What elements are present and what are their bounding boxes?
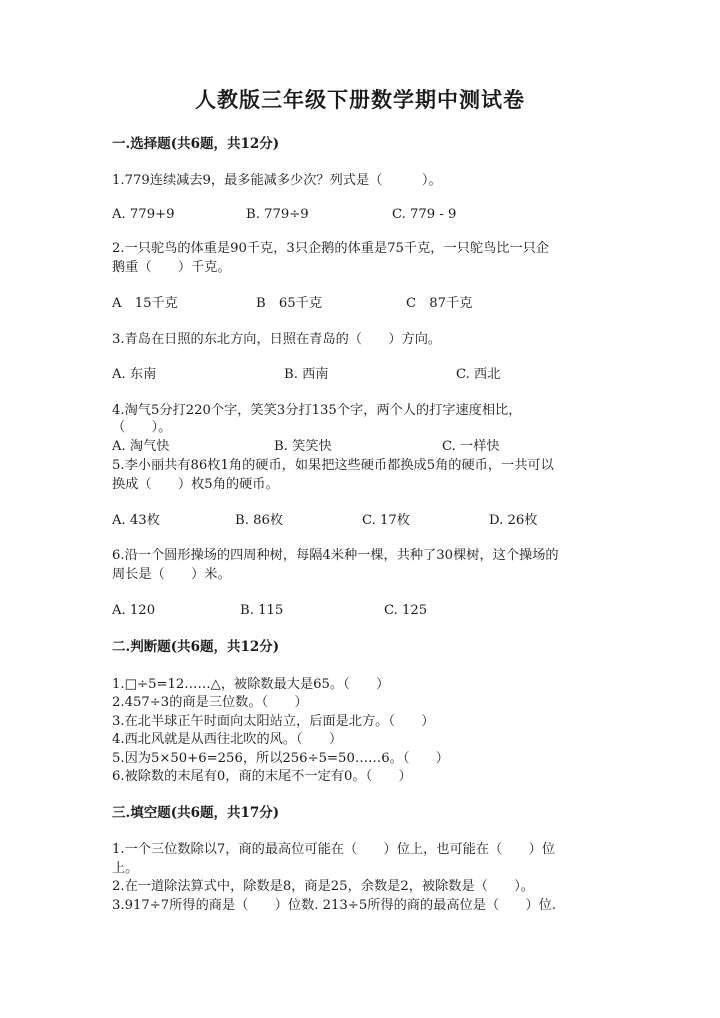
judge-item-1: 1.□÷5=12……△，被除数最大是65。（ ）: [112, 677, 390, 692]
judge-item-3: 3.在北半球正午时面向太阳站立，后面是北方。（ ）: [112, 714, 435, 729]
question-2-stem-line2: 鹅重（ ）千克。: [112, 260, 231, 275]
question-4-option-a: A. 淘气快: [112, 439, 170, 454]
question-5-option-d: D. 26枚: [489, 513, 538, 528]
page-title: 人教版三年级下册数学期中测试卷: [195, 87, 525, 112]
question-3-option-b: B. 西南: [284, 367, 329, 382]
question-2-option-b: B 65千克: [256, 296, 323, 311]
question-6-option-b: B. 115: [240, 603, 284, 618]
question-5-stem-line1: 5.李小丽共有86枚1角的硬币，如果把这些硬币都换成5角的硬币，一共可以: [112, 458, 554, 473]
judge-item-6: 6.被除数的末尾有0，商的末尾不一定有0。（ ）: [112, 769, 412, 784]
judge-item-5: 5.因为5×50+6=256，所以256÷5=50……6。（ ）: [112, 751, 449, 766]
question-6-stem-line2: 周长是（ ）米。: [112, 567, 231, 582]
question-5-option-b: B. 86枚: [235, 513, 284, 528]
fill-item-2: 2.在一道除法算式中，除数是8，商是25，余数是2，被除数是（ ）。: [112, 879, 534, 894]
section-heading-fill-in: 三.填空题(共6题，共17分): [112, 805, 280, 821]
question-6-option-a: A. 120: [112, 603, 156, 618]
question-6-stem-line1: 6.沿一个圆形操场的四周种树，每隔4米种一棵，共种了30棵树，这个操场的: [112, 548, 559, 563]
question-3-option-c: C. 西北: [456, 367, 501, 382]
fill-item-1-line1: 1.一个三位数除以7，商的最高位可能在（ ）位上，也可能在（ ）位: [112, 842, 555, 857]
question-5-option-c: C. 17枚: [362, 513, 410, 528]
fill-item-1-line2: 上。: [112, 861, 139, 876]
judge-item-2: 2.457÷3的商是三位数。（ ）: [112, 695, 308, 710]
question-3-stem: 3.青岛在日照的东北方向，日照在青岛的（ ）方向。: [112, 332, 442, 347]
question-6-option-c: C. 125: [384, 603, 428, 618]
question-4-option-b: B. 笑笑快: [274, 439, 332, 454]
question-5-option-a: A. 43枚: [112, 513, 160, 528]
question-3-option-a: A. 东南: [112, 367, 157, 382]
question-1-option-c: C. 779 - 9: [392, 207, 457, 222]
fill-item-3: 3.917÷7所得的商是（ ）位数. 213÷5所得的商的最高位是（ ）位.: [112, 898, 557, 913]
question-2-option-a: A 15千克: [112, 296, 178, 311]
question-5-stem-line2: 换成（ ）枚5角的硬币。: [112, 477, 279, 492]
question-1-option-a: A. 779+9: [112, 207, 175, 222]
question-4-option-c: C. 一样快: [442, 439, 500, 454]
section-heading-judgement: 二.判断题(共6题，共12分): [112, 639, 280, 655]
question-4-stem-line1: 4.淘气5分打220个字，笑笑3分打135个字，两个人的打字速度相比，: [112, 403, 522, 418]
section-heading-choice: 一.选择题(共6题，共12分): [112, 136, 280, 152]
question-1-stem: 1.779连续减去9，最多能减多少次？列式是（ ）。: [112, 173, 442, 188]
question-1-option-b: B. 779÷9: [246, 207, 309, 222]
question-2-stem-line1: 2.一只驼鸟的体重是90千克，3只企鹅的体重是75千克，一只鸵鸟比一只企: [112, 241, 549, 256]
question-4-stem-line2: （ ）。: [112, 420, 172, 435]
judge-item-4: 4.西北风就是从西往北吹的风。（ ）: [112, 732, 343, 747]
question-2-option-c: C 87千克: [406, 296, 473, 311]
